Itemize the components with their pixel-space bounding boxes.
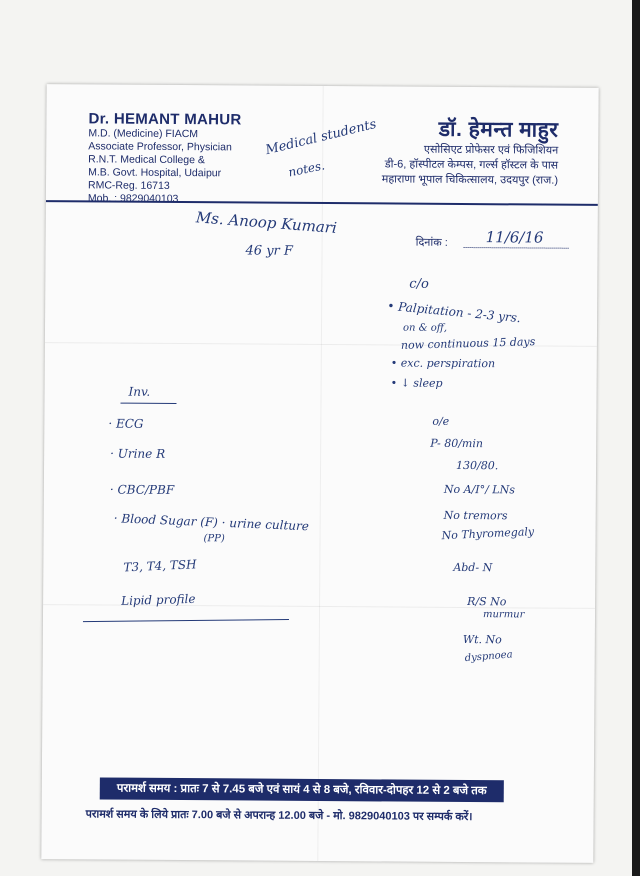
date-line: [464, 247, 569, 249]
examination-item: No Thyromegaly: [441, 525, 535, 543]
designation-hindi: एसोसिएट प्रोफेसर एवं फिजिशियन: [423, 143, 559, 157]
investigation-item: · CBC/PBF: [109, 482, 175, 497]
doctor-name-hindi: डॉ. हेमन्त माहुर: [438, 117, 559, 142]
examination-item: dyspnoea: [464, 649, 514, 665]
address-hindi: डी-6, हॉस्पीटल केम्पस, गर्ल्स हॉस्टल के पास: [384, 158, 559, 172]
doctor-name: Dr. HEMANT MAHUR: [88, 110, 242, 129]
date-value: 11/6/16: [485, 228, 544, 247]
examination-item: murmur: [482, 609, 525, 621]
examination-item: No A/I°/ LNs: [443, 482, 515, 497]
heading-underline: [120, 403, 176, 404]
doctor-details-hindi: [382, 114, 559, 188]
complaints-heading: c/o: [409, 276, 429, 292]
hospital-hindi: महाराणा भूपाल चिकित्सालय, उदयपुर (राज.): [381, 173, 559, 187]
complaint-item: • Palpitation - 2-3 yrs.: [386, 298, 522, 326]
investigations-heading: Inv.: [128, 384, 151, 399]
complaint-item: now continuous 15 days: [400, 335, 536, 352]
examination-heading: o/e: [432, 414, 450, 428]
examination-item: R/S No: [467, 595, 507, 609]
investigation-item: Lipid profile: [120, 591, 196, 608]
designation: Associate Professor, Physician: [88, 140, 232, 154]
prescription-sheet: [41, 84, 598, 863]
complaint-item: on & off,: [402, 322, 448, 334]
complaint-item: • exc. perspiration: [390, 356, 496, 371]
investigation-item: T3, T4, TSH: [123, 557, 197, 575]
consultation-hours-banner: परामर्श समय : प्रातः 7 से 7.45 बजे एवं सायं 4 से 8 बजे, रविवार-दोपहर 12 से 2 बजे तक: [100, 777, 504, 802]
examination-item: P- 80/min: [430, 436, 484, 451]
examination-item: 130/80.: [456, 458, 499, 473]
doctor-details-english: [88, 110, 242, 206]
hospital: M.B. Govt. Hospital, Udaipur: [88, 166, 222, 180]
examination-item: No tremors: [443, 508, 508, 523]
complaint-item: • ↓ sleep: [390, 376, 443, 390]
registration-number: RMC-Reg. 16713: [87, 179, 170, 192]
investigation-item: · Blood Sugar (F) · urine culture: [113, 511, 310, 534]
mobile-number: Mob. : 9829040103: [87, 192, 179, 206]
qualification: M.D. (Medicine) FIACM: [88, 127, 199, 141]
investigation-item: (PP): [203, 533, 225, 545]
consultation-contact-line: परामर्श समय के लिये प्रातः 7.00 बजे से अपरान्ह 12.00 बजे - मो. 9829040103 पर सम्पर्क करें।: [85, 808, 473, 824]
handwritten-note: Medical students: [264, 116, 378, 159]
investigation-item: · ECG: [108, 416, 144, 431]
examination-item: Wt. No: [462, 633, 502, 647]
date-label: दिनांक :: [415, 236, 448, 249]
handwritten-note: notes.: [287, 158, 327, 180]
patient-name: Ms. Anoop Kumari: [195, 208, 338, 238]
investigation-item: · Urine R: [110, 446, 166, 461]
underline-stroke: [83, 619, 289, 622]
scan-edge: [632, 0, 640, 876]
patient-age-sex: 46 yr F: [245, 243, 293, 259]
examination-item: Abd- N: [453, 560, 493, 575]
college: R.N.T. Medical College &: [88, 153, 205, 167]
